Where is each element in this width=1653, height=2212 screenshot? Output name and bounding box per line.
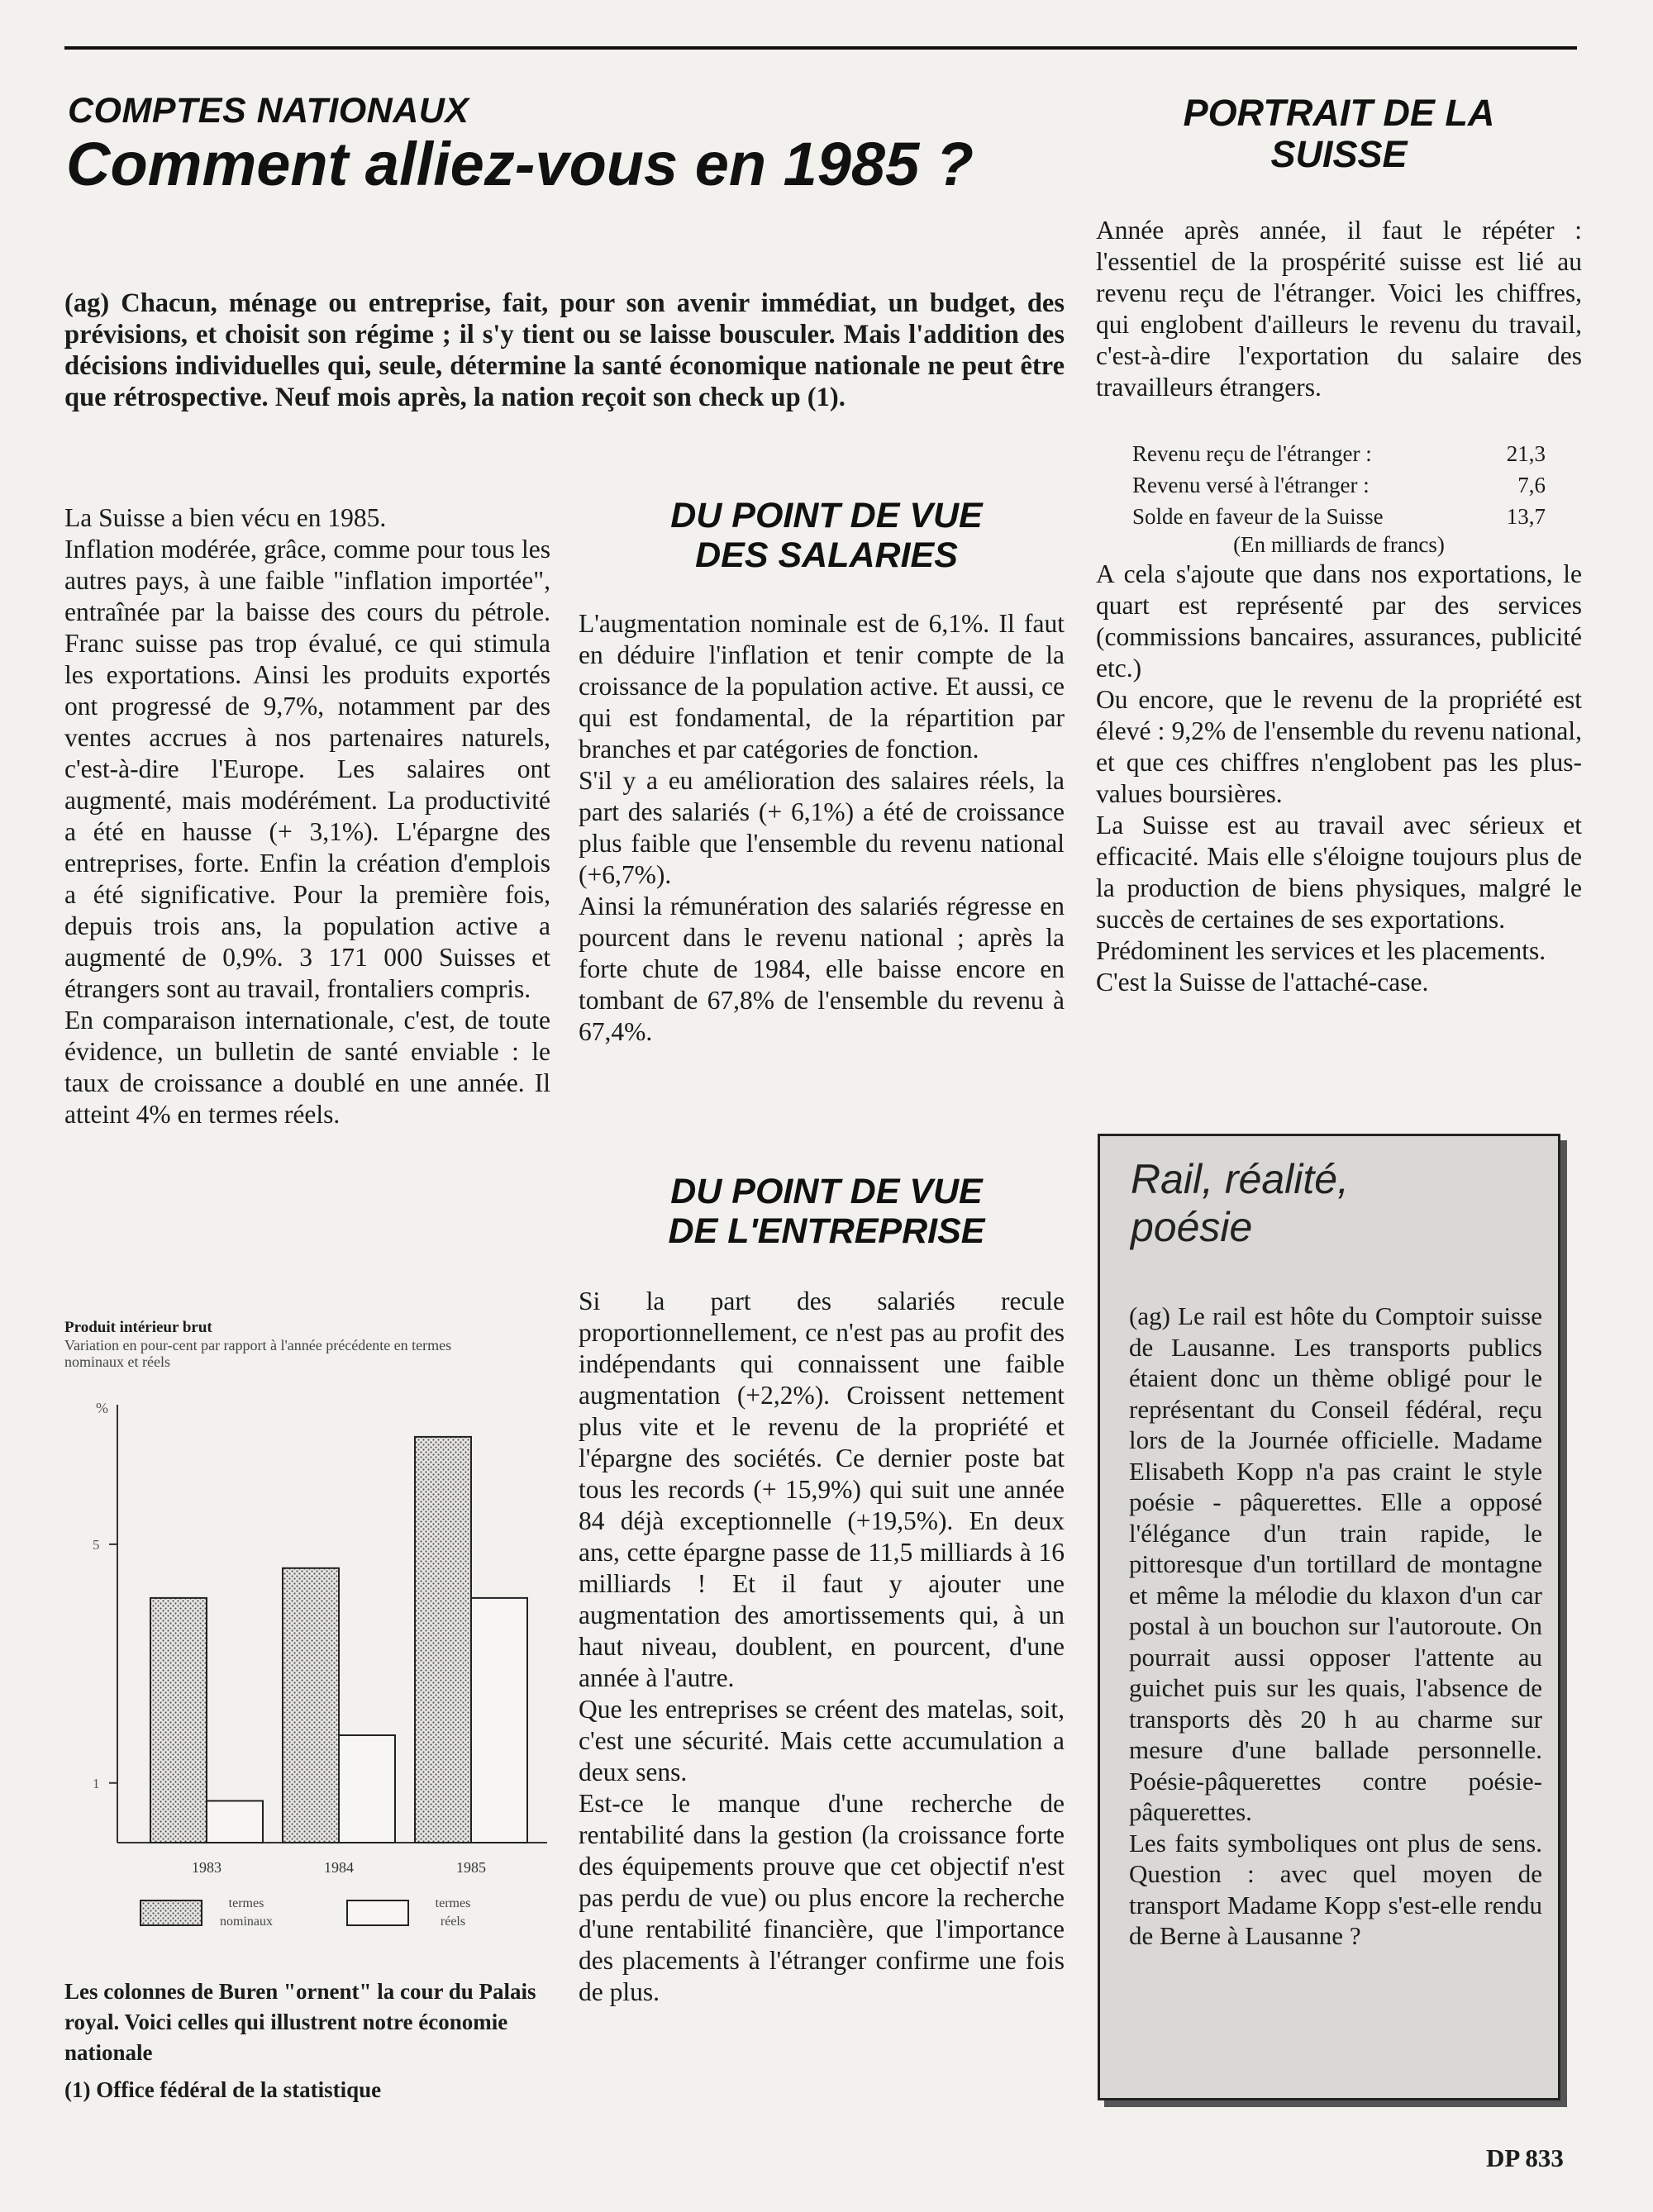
paragraph: Inflation modérée, grâce, comme pour tous les autres pays, à une faible "inflation importée", entraînée par la baisse des cours du pétrole. Franc suisse pas trop évalué, ce qui stimula les exportations. Ainsi les produits exportés ont progressé de 9,7%, notamment par des ventes accrues à nos partenaires naturels, c'est-à-dire l'Europe. Les salaires ont augmenté, mais modérément. La productivité a été en hausse (+ 3,1%). L'épargne des entreprises, forte. Enfin la création d'emplois a été significative. Pour la première fois, depuis trois ans, la population active a augmenté de 0,9%. 3 171 000 Suisses et étrangers sont au travail, frontaliers compris.: [64, 535, 550, 1003]
paragraph: Les faits symboliques ont plus de sens. Question : avec quel moyen de transport Madame Kopp s'est-elle rendu de Berne à Lausanne ?: [1129, 1828, 1542, 1950]
legend-label: termes: [435, 1896, 471, 1910]
sidebar-title: PORTRAIT DE LA SUISSE: [1183, 92, 1495, 176]
revenue-table: [1132, 438, 1546, 532]
top-rule: [64, 46, 1577, 50]
chart-caption: Les colonnes de Buren "ornent" la cour du Palais royal. Voici celles qui illustrent notre économie nationale: [64, 1979, 536, 2065]
box-body: [1129, 1301, 1542, 1952]
paragraph: S'il y a eu amélioration des salaires réels, la part des salariés (+ 6,1%) a été de croissance plus faible que l'ensemble du revenu national (+6,7%).: [579, 766, 1065, 889]
y-tick-label: 1: [93, 1775, 100, 1791]
bar-real-1984: [339, 1735, 395, 1843]
y-unit-label: %: [96, 1400, 108, 1416]
legend-swatch: [141, 1900, 202, 1925]
bar-nominal-1983: [150, 1598, 207, 1843]
x-tick-label: 1983: [192, 1859, 222, 1876]
chart-subtitle: Variation en pour-cent par rapport à l'année précédente en termes nominaux et réels: [64, 1337, 452, 1370]
x-tick-label: 1984: [324, 1859, 354, 1876]
legend-label: nominaux: [220, 1915, 273, 1929]
paragraph: Prédominent les services et les placements.: [1096, 936, 1546, 965]
article-title: Comment alliez-vous en 1985 ?: [66, 130, 974, 198]
column-2-entreprise: [579, 1286, 1065, 2008]
lead-paragraph: (ag) Chacun, ménage ou entreprise, fait, pour son avenir immédiat, un budget, des prévisions, et choisit son régime ; il s'y tient ou se laisse bousculer. Mais l'addition des décisions individuelles qui, seule, détermine la santé économique nationale ne peut être que rétrospective. Neuf mois après, la nation reçoit son check up (1).: [64, 288, 1065, 412]
bar-nominal-1984: [283, 1568, 339, 1843]
table-row: Solde en faveur de la Suisse 13,7: [1132, 504, 1546, 529]
subheading-entreprise: DU POINT DE VUE DE L'ENTREPRISE: [668, 1172, 985, 1252]
bar-real-1985: [471, 1598, 527, 1843]
paragraph: La Suisse a bien vécu en 1985.: [64, 503, 387, 532]
chart-title: Produit intérieur brut: [64, 1319, 212, 1336]
table-note: (En milliards de francs): [1233, 532, 1445, 557]
section-kicker: COMPTES NATIONAUX: [68, 91, 469, 131]
table-row: Revenu versé à l'étranger : 7,6: [1132, 473, 1546, 497]
paragraph: Est-ce le manque d'une recherche de rentabilité dans la gestion (la croissance forte des équipements prouve que cet objectif n'est pas perdu de vue) ou plus encore la recherche d'une rentabilité financière, que l'importance des placements à l'étranger confirme une fois de plus.: [579, 1789, 1065, 2006]
subheading-salaries: DU POINT DE VUE DES SALARIES: [670, 496, 983, 576]
bar-nominal-1985: [415, 1437, 471, 1843]
portrait-intro: Année après année, il faut le répéter : l'essentiel de la prospérité suisse est lié au revenu reçu de l'étranger. Voici les chiffres, qui englobent d'ailleurs le revenu du travail, c'est-à-dire l'exportation du salaire des travailleurs étrangers.: [1096, 216, 1582, 402]
legend-swatch: [347, 1900, 408, 1925]
legend-label: réels: [440, 1915, 466, 1929]
paragraph: L'augmentation nominale est de 6,1%. Il faut en déduire l'inflation et tenir compte de la croissance de la population active. Et aussi, ce qui est fondamental, de la répartition par branches et par catégories de fonction.: [579, 609, 1065, 763]
y-tick-label: 5: [93, 1536, 100, 1553]
column-2-salaries: [579, 608, 1065, 1048]
page-folio: DP 833: [1486, 2143, 1564, 2172]
paragraph: Que les entreprises se créent des matelas, soit, c'est une sécurité. Mais cette accumulation a deux sens.: [579, 1695, 1065, 1786]
legend-label: termes: [228, 1896, 264, 1910]
x-tick-label: 1985: [456, 1859, 486, 1876]
paragraph: C'est la Suisse de l'attaché-case.: [1096, 968, 1429, 997]
footnote: (1) Office fédéral de la statistique: [64, 2077, 382, 2102]
paragraph: La Suisse est au travail avec sérieux et efficacité. Mais elle s'éloigne toujours plus de la production de biens physiques, malgré le succès de certaines de ses exportations.: [1096, 811, 1582, 934]
bar-real-1983: [207, 1801, 263, 1843]
paragraph: A cela s'ajoute que dans nos exportations, le quart est représenté par des services (commissions bancaires, assurances, publicité etc.): [1096, 559, 1582, 683]
portrait-body: [1096, 559, 1582, 998]
paragraph: En comparaison internationale, c'est, de toute évidence, un bulletin de santé enviable : le taux de croissance a doublé en une année. Il atteint 4% en termes réels.: [64, 1006, 550, 1129]
box-title: Rail, réalité, poésie: [1131, 1156, 1349, 1250]
paragraph: (ag) Le rail est hôte du Comptoir suisse de Lausanne. Les transports publics étaient donc un thème obligé pour le représentant du Conseil fédéral, reçu lors de la Journée officielle. Madame Elisabeth Kopp n'a pas craint le style poésie - pâquerettes. Elle a opposé l'élégance d'un train rapide, le pittoresque d'un tortillard de montagne et même la mélodie du klaxon d'un car postal à un bouchon sur l'autoroute. On pourrait aussi opposer l'attente au guichet puis sur les quais, l'absence de transports dès 20 h au charme sur mesure d'une ballade personnelle. Poésie-pâquerettes contre poésie-pâquerettes.: [1129, 1301, 1542, 1826]
gdp-bar-chart: [58, 1372, 554, 1950]
paragraph: Ainsi la rémunération des salariés régresse en pourcent dans le revenu national ; après la forte chute de 1984, elle baisse encore en tombant de 67,8% de l'ensemble du revenu à 67,4%.: [579, 892, 1065, 1046]
table-row: Revenu reçu de l'étranger : 21,3: [1132, 441, 1546, 466]
paragraph: Si la part des salariés recule proportionnellement, ce n'est pas au profit des indépendants qui connaissent une faible augmentation (+2,2%). Croissent nettement plus vite et le revenu de la propriété et l'épargne des sociétés. Ce dernier poste bat tous les records (+ 15,9%) qui suit une année 84 déjà exceptionnelle (+19,5%). En deux ans, cette épargne passe de 11,5 milliards à 16 milliards ! Et il faut y ajouter une augmentation des amortissements qui, à un haut niveau, doublent, en pourcent, d'une année à l'autre.: [579, 1287, 1065, 1692]
column-1: [64, 502, 550, 1130]
paragraph: Ou encore, que le revenu de la propriété est élevé : 9,2% de l'ensemble du revenu national, et que ces chiffres n'englobent pas les plus-values boursières.: [1096, 685, 1582, 808]
